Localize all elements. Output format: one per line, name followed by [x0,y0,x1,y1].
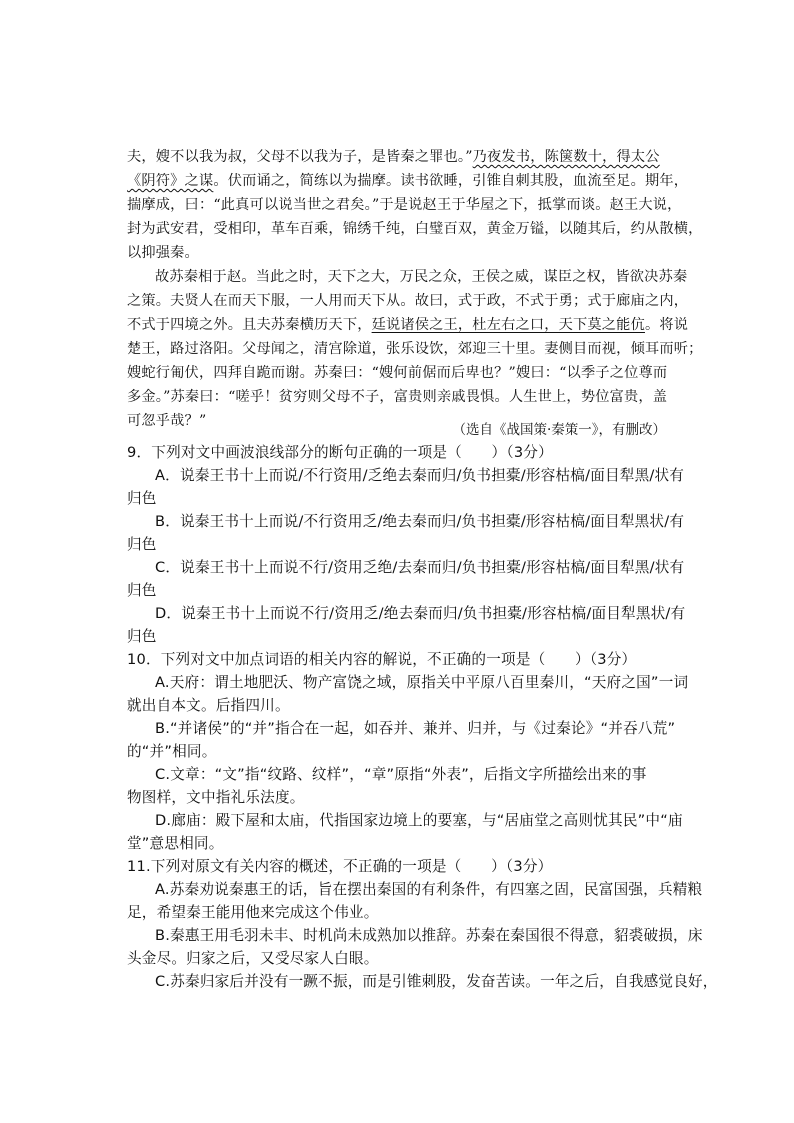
passage-line: 楚王，路过洛阳。父母闻之，清宫除道，张乐设饮，郊迎三十里。妻侧目而视，倾耳而听； [127,341,703,357]
underlined-text: 廷说诸侯之王，杜左右之口，天下莫之能伉 [371,317,645,333]
passage-text: 夫，嫂不以我为叔，父母不以我为子，是皆秦之罪也。” [127,149,473,165]
question-9-option-c: C．说秦王书十上而说不行/资用乏绝/去秦而归/负书担橐/形容枯槁/面目犁黑/状有 [155,559,685,576]
passage-line: 可忽乎哉？” [127,413,207,429]
question-10-option-a-cont: 就出自本文。后指四川。 [127,697,290,714]
question-10-option-a: A.天府：谓土地肥沃、物产富饶之域，原指关中平原八百里秦川，“天府之国”一词 [155,674,689,691]
question-10-option-d-cont: 堂”意思相同。 [127,835,224,852]
question-11-option-a: A.苏秦劝说秦惠王的话，旨在摆出秦国的有利条件，有四塞之固，民富国强，兵精粮 [155,881,703,898]
question-9-option-c-cont: 归色 [127,582,157,599]
question-9-option-d: D．说秦王书十上而说不行/资用乏/绝去秦而归/负书担橐/形容枯槁/面目犁黑状/有 [155,605,686,622]
passage-line [127,170,689,190]
question-10-stem: 10．下列对文中加点词语的相关内容的解说，不正确的一项是（ ）（3分） [127,651,637,668]
question-10-option-b-cont: 的“并”相同。 [127,743,217,760]
passage-line: 故苏秦相于赵。当此之时，天下之大，万民之众，王侯之威，谋臣之权，皆欲决苏秦 [155,269,688,285]
passage-line: 以抑强秦。 [127,245,199,261]
passage-text: 。伏而诵之，简练以为揣摩。读书欲睡，引锥自刺其股，血流至足。期年， [213,173,689,189]
question-11-stem: 11.下列对原文有关内容的概述，不正确的一项是（ ）（3分） [127,858,553,875]
question-9-option-a: A．说秦王书十上而说/不行资用/乏绝去秦而归/负书担橐/形容枯槁/面目犁黑/状有 [155,467,685,484]
passage-line: 揣摩成，曰：“此真可以说当世之君矣。”于是说赵王于华屋之下，抵掌而谈。赵王大说， [127,197,682,213]
passage-line: 嫂蛇行匍伏，四拜自跪而谢。苏秦曰：“嫂何前倨而后卑也？”嫂曰：“以季子之位尊而 [127,365,668,381]
question-9-stem: 9．下列对文中画波浪线部分的断句正确的一项是（ ）（3分） [127,444,553,461]
passage-text: 不式于四境之外。且夫苏秦横历天下， [127,317,372,333]
passage-line: 封为武安君，受相印，革车百乘，锦绣千纯，白璧百双，黄金万镒，以随其后，约从散横， [127,221,703,237]
question-11-option-c: C.苏秦归家后并没有一蹶不振，而是引锥刺股，发奋苦读。一年之后，自我感觉良好， [155,973,718,990]
source-citation: （选自《战国策·秦策一》，有删改） [452,422,666,438]
question-9-option-b-cont: 归色 [127,536,157,553]
passage-line: 之策。夫贤人在而天下服，一人用而天下从。故曰，式于政，不式于勇；式于廊庙之内， [127,293,689,309]
passage-line [127,146,672,166]
wavy-underlined-text: 《阴符》之谋 [127,173,214,189]
question-10-option-d: D.廊庙：殿下屋和太庙，代指国家边境上的要塞，与“居庙堂之高则忧其民”中“庙 [155,812,683,829]
question-11-option-b-cont: 头金尽。归家之后，又受尽家人白眼。 [127,950,379,967]
passage-text: 。将说 [644,317,689,333]
question-10-option-b: B.“并诸侯”的“并”指合在一起，如吞并、兼并、归并，与《过秦论》“并吞八荒” [155,720,676,737]
question-9-option-d-cont: 归色 [127,628,157,645]
passage-line [127,314,689,334]
question-9-option-b: B．说秦王书十上而说/不行资用乏/绝去秦而归/负书担橐/形容枯槁/面目犁黑状/有 [155,513,685,530]
question-11-option-a-cont: 足，希望秦王能用他来完成这个伟业。 [127,904,379,921]
passage-line: 多金。”苏秦曰：“嗟乎！贫穷则父母不子，富贵则亲戚畏惧。人生世上，势位富贵，盖 [127,389,668,405]
question-10-option-c-cont: 物图样，文中指礼乐法度。 [127,789,305,806]
question-11-option-b: B.秦惠王用毛羽未丰、时机尚未成熟加以推辞。苏秦在秦国很不得意，貂裘破损，床 [155,927,703,944]
question-9-option-a-cont: 归色 [127,490,157,507]
question-10-option-c: C.文章：“文”指“纹路、纹样”，“章”原指“外表”，后指文字所描绘出来的事 [155,766,647,783]
wavy-underlined-text: 乃夜发书，陈箧数十，得太公 [472,149,660,165]
